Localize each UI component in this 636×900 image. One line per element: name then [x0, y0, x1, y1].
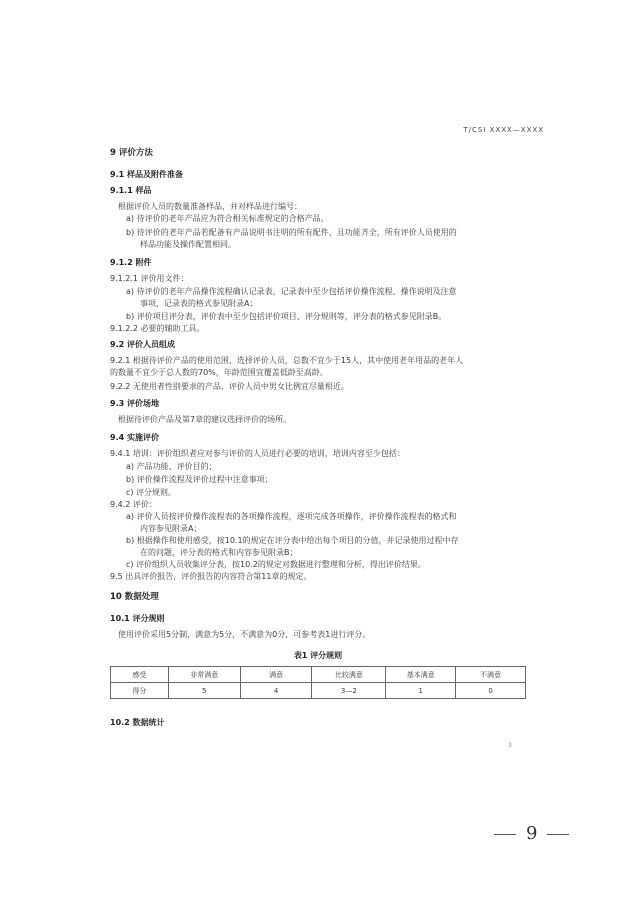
- section-heading: 9.1.1 样品: [110, 186, 152, 195]
- body-text-line: 内容参见附录A；: [140, 524, 202, 533]
- section-heading: 9.2 评价人员组成: [110, 340, 175, 349]
- document-id: T/CSI XXXX—XXXX: [463, 126, 544, 134]
- section-heading: 9 评价方法: [110, 148, 153, 158]
- section-heading: 9.1 样品及附件准备: [110, 170, 183, 179]
- section-heading: 10 数据处理: [110, 592, 159, 602]
- body-text-line: a) 待评价的老年产品应为符合相关标准规定的合格产品。: [126, 214, 329, 223]
- table-row: [111, 683, 526, 699]
- body-text-line: 样品功能及操作配置相同。: [140, 240, 236, 249]
- table-cell: 1: [386, 683, 456, 699]
- body-text-line: 9.1.2.1 评价用文件：: [110, 274, 189, 283]
- body-text-line: 9.1.2.2 必要的辅助工具。: [110, 324, 205, 333]
- body-text-line: c) 评分规则。: [126, 488, 177, 497]
- body-text-line: 事项，记录表的格式参见附录A；: [140, 299, 258, 308]
- body-text-line: 使用评价采用5分制，满意为5分，不满意为0分，可参考表1进行评分。: [118, 630, 371, 639]
- body-text-line: c) 评价组织人员收集评分表，按10.2的规定对数据进行整理和分析，得出评价结果。: [126, 560, 426, 569]
- body-text-line: 9.2.2 无使用者性别要求的产品，评价人员中男女比例宜尽量相近。: [110, 382, 349, 391]
- body-text-line: b) 评价操作流程及评价过程中注意事项；: [126, 475, 273, 484]
- table-cell: 得分: [111, 683, 169, 699]
- body-text-line: 9.5 出具评价报告，评价报告的内容符合第11章的规定。: [110, 572, 312, 581]
- footer-page-number: 9: [526, 823, 538, 844]
- body-text-line: b) 评价项目评分表，评价表中至少包括评价项目、评分规则等，评分表的格式参见附录B。: [126, 312, 447, 321]
- table-cell: 5: [168, 683, 240, 699]
- page-footer: [484, 823, 579, 844]
- body-text-line: 9.4.2 评价：: [110, 500, 157, 509]
- body-text-line: 的数量不宜少于总人数的70%，年龄范围宜覆盖低龄至高龄。: [110, 368, 328, 377]
- section-heading: 10.1 评分规则: [110, 614, 165, 623]
- section-heading: 10.2 数据统计: [110, 718, 165, 727]
- body-text-line: 根据评价人员的数量准备样品，并对样品进行编号：: [118, 202, 302, 211]
- table-header-cell: 不满意: [456, 667, 526, 683]
- body-text-line: a) 产品功能、评价目的；: [126, 462, 217, 471]
- body-text-line: 在的问题，评分表的格式和内容参见附录B；: [140, 548, 298, 557]
- section-heading: 9.3 评价场地: [110, 399, 159, 408]
- table-header-cell: 比较满意: [312, 667, 386, 683]
- table-cell: 3—2: [312, 683, 386, 699]
- table-cell: 0: [456, 683, 526, 699]
- scoring-rules-table: [110, 666, 526, 699]
- table-header-cell: 满意: [240, 667, 312, 683]
- table-header-row: [111, 667, 526, 683]
- body-text-line: 9.2.1 根据待评价产品的使用范围，选择评价人员，总数不宜少于15人，其中使用老年用品的老年人: [110, 356, 464, 365]
- table-caption: 表1 评分规则: [293, 651, 343, 660]
- table-cell: 4: [240, 683, 312, 699]
- footer-dash-right: [547, 834, 569, 835]
- footer-dash-left: [494, 834, 516, 835]
- table-header-cell: 非常满意: [168, 667, 240, 683]
- small-page-number: 3: [508, 742, 512, 749]
- body-text-line: b) 根据操作和使用感受，按10.1的规定在评分表中给出每个项目的分值，并记录使用过程中存: [126, 536, 459, 545]
- table-header-cell: 感受: [111, 667, 169, 683]
- section-heading: 9.1.2 附件: [110, 258, 152, 267]
- table-header-cell: 基本满意: [386, 667, 456, 683]
- body-text-line: a) 待评价的老年产品操作流程确认记录表，记录表中至少包括评价操作流程、操作说明及注意: [126, 287, 457, 296]
- body-text-line: 9.4.1 培训：评价组织者应对参与评价的人员进行必要的培训，培训内容至少包括：: [110, 449, 405, 458]
- body-text-line: b) 待评价的老年产品若配备有产品说明书注明的所有配件，且功能齐全，所有评价人员使用的: [126, 228, 457, 237]
- body-text-line: 根据待评价产品及第7章的建议选择评价的场所。: [118, 415, 292, 424]
- section-heading: 9.4 实施评价: [110, 433, 159, 442]
- body-text-line: a) 评价人员按评价操作流程表的各项操作流程，逐项完成各项操作，评价操作流程表的格式和: [126, 512, 457, 521]
